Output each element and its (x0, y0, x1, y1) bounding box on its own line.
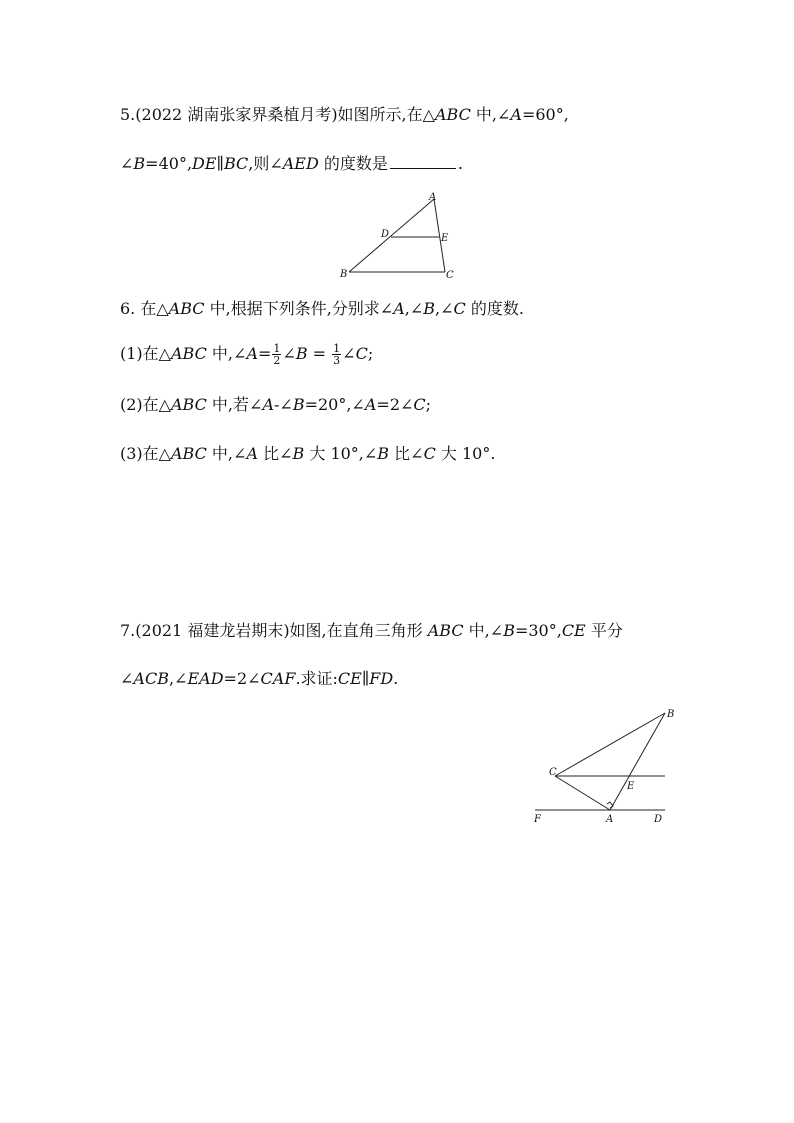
q7-line-2: ∠ACB,∠EAD=2∠CAF.求证:CE∥FD. (120, 669, 399, 688)
label-e: E (441, 233, 449, 244)
segment-cb (555, 713, 665, 776)
q7-line-1: 7.(2021 福建龙岩期末)如图,在直角三角形 ABC 中,∠B=30°,CE 平分 (120, 621, 623, 640)
segment-ca (555, 776, 610, 810)
q5-triangle-figure (335, 188, 465, 283)
q5-line-1: 5.(2022 湖南张家界桑植月考)如图所示,在△ABC 中,∠A=60°, (120, 105, 569, 124)
q6-stem: 6. 在△ABC 中,根据下列条件,分别求∠A,∠B,∠C 的度数. (120, 299, 524, 318)
label-f: F (534, 814, 541, 825)
label-a: A (429, 192, 437, 203)
segment-ab (349, 199, 434, 272)
segment-ba (610, 713, 665, 810)
label-c: C (446, 270, 454, 281)
label-d: D (381, 229, 390, 240)
label-d: D (654, 814, 663, 825)
fraction-one-half: $\frac{1}{2}$ (273, 342, 281, 367)
label-e: E (627, 781, 635, 792)
q7-right-triangle-figure (525, 700, 685, 830)
q6-part-1: (1)在△ABC 中,∠A= $\frac{1}{2}$ ∠B = $\frac{1}{3}$ ∠C; (120, 342, 374, 367)
answer-blank[interactable] (390, 154, 456, 169)
right-angle-mark (607, 802, 613, 808)
label-a: A (606, 814, 614, 825)
q6-part-2: (2)在△ABC 中,若∠A-∠B=20°,∠A=2∠C; (120, 395, 432, 414)
label-b: B (667, 709, 675, 720)
label-b: B (340, 269, 348, 280)
fraction-one-third: $\frac{1}{3}$ (333, 342, 341, 367)
q5-line-2: ∠B=40°,DE∥BC,则∠AED 的度数是 . (120, 154, 463, 173)
label-c: C (549, 767, 557, 778)
q6-part-3: (3)在△ABC 中,∠A 比∠B 大 10°,∠B 比∠C 大 10°. (120, 444, 496, 463)
